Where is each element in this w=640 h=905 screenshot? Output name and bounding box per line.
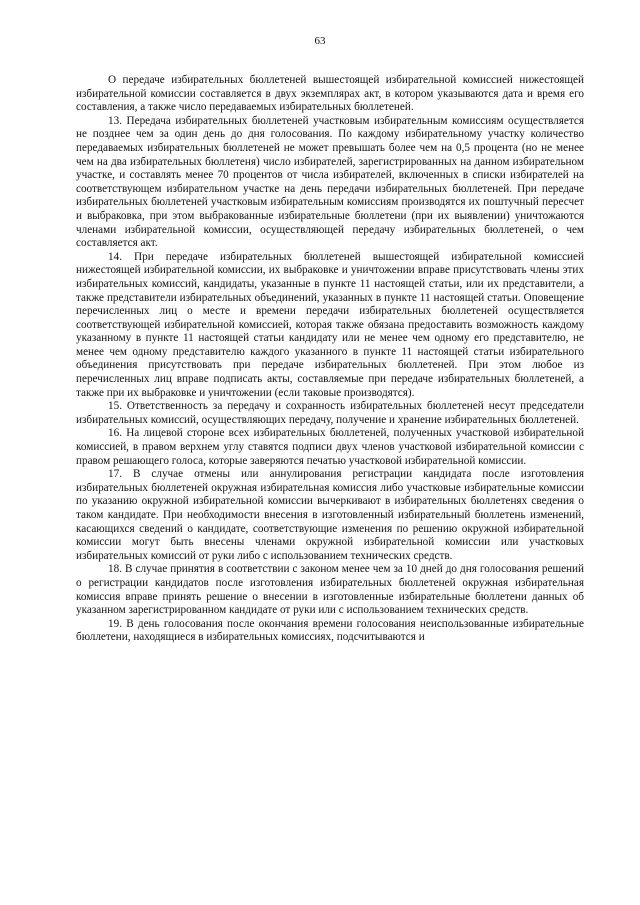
paragraph-19: 19. В день голосования после окончания времени голосования неиспользованные избирательные бюллетени, находящиеся в избирательных комиссиях, подсчитываются и <box>76 617 584 644</box>
document-body <box>76 74 584 645</box>
paragraph-acceptance-act: О передаче избирательных бюллетеней вышестоящей избирательной комиссией нижестоящей избирательной комиссии составляется в двух экземплярах акт, в котором указываются дата и время его составления, а также число передаваемых избирательных бюллетеней. <box>76 74 584 114</box>
page-number: 63 <box>314 35 326 47</box>
paragraph-18: 18. В случае принятия в соответствии с законом менее чем за 10 дней до дня голосования решений о регистрации кандидатов после изготовления избирательных бюллетеней окружная избирательная комиссия вправе принять решение о внесении в изготовленные избирательные бюллетени данных об указанном зарегистрированном кандидате от руки или с использованием технических средств. <box>76 563 584 617</box>
paragraph-16: 16. На лицевой стороне всех избирательных бюллетеней, полученных участковой избирательной комиссией, в правом верхнем углу ставятся подписи двух членов участковой избирательной комиссии с правом решающего голоса, которые заверяются печатью участковой избирательной комиссии. <box>76 427 584 467</box>
paragraph-17: 17. В случае отмены или аннулирования регистрации кандидата после изготовления избирательных бюллетеней окружная избирательная комиссия либо участковые избирательные комиссии по указанию окружной избирательной комиссии вычеркивают в избирательных бюллетенях сведения о таком кандидате. При необходимости внесения в изготовленный избирательный бюллетень изменений, касающихся сведений о кандидате, соответствующие изменения по решению окружной избирательной комиссии могут быть внесены членами окружной избирательной комиссии или участковых избирательных комиссий от руки либо с использованием технических средств. <box>76 468 584 562</box>
paragraph-15: 15. Ответственность за передачу и сохранность избирательных бюллетеней несут председатели избирательных комиссий, осуществляющих передачу, получение и хранение избирательных бюллетеней. <box>76 400 584 426</box>
paragraph-13: 13. Передача избирательных бюллетеней участковым избирательным комиссиям осуществляется не позднее чем за один день до дня голосования. По каждому избирательному участку количество передаваемых избирательных бюллетеней не может превышать более чем на 0,5 процента (но не менее чем на два избирательных бюллетеня) число избирателей, зарегистрированных на данном избирательном участке, и составлять менее 70 процентов от числа избирателей, включенных в списки избирателей на соответствующем избирательном участке на день передачи избирательных бюллетеней. При передаче избирательных бюллетеней участковым избирательным комиссиям производятся их поштучный пересчет и выбраковка, при этом выбракованные избирательные бюллетени (при их выявлении) уничтожаются членами избирательной комиссии, осуществляющей передачу избирательных бюллетеней, о чем составляется акт. <box>76 114 584 250</box>
paragraph-14: 14. При передаче избирательных бюллетеней вышестоящей избирательной комиссией нижестоящей избирательной комиссии, их выбраковке и уничтожении вправе присутствовать члены этих избирательных комиссий, кандидаты, указанные в пункте 11 настоящей статьи, или их представители, а также представители избирательных объединений, указанных в пункте 11 настоящей статьи. Оповещение перечисленных лиц о месте и времени передачи избирательных бюллетеней осуществляется соответствующей избирательной комиссией, которая также обязана предоставить возможность каждому указанному в пункте 11 настоящей статьи кандидату или не менее чем одному его представителю, не менее чем одному представителю каждого указанного в пункте 11 настоящей статьи избирательного объединения присутствовать при передаче избирательных бюллетеней. При этом любое из перечисленных лиц вправе подписать акты, составляемые при передаче избирательных бюллетеней, а также при их выбраковке и уничтожении (если таковые производятся). <box>76 250 584 399</box>
